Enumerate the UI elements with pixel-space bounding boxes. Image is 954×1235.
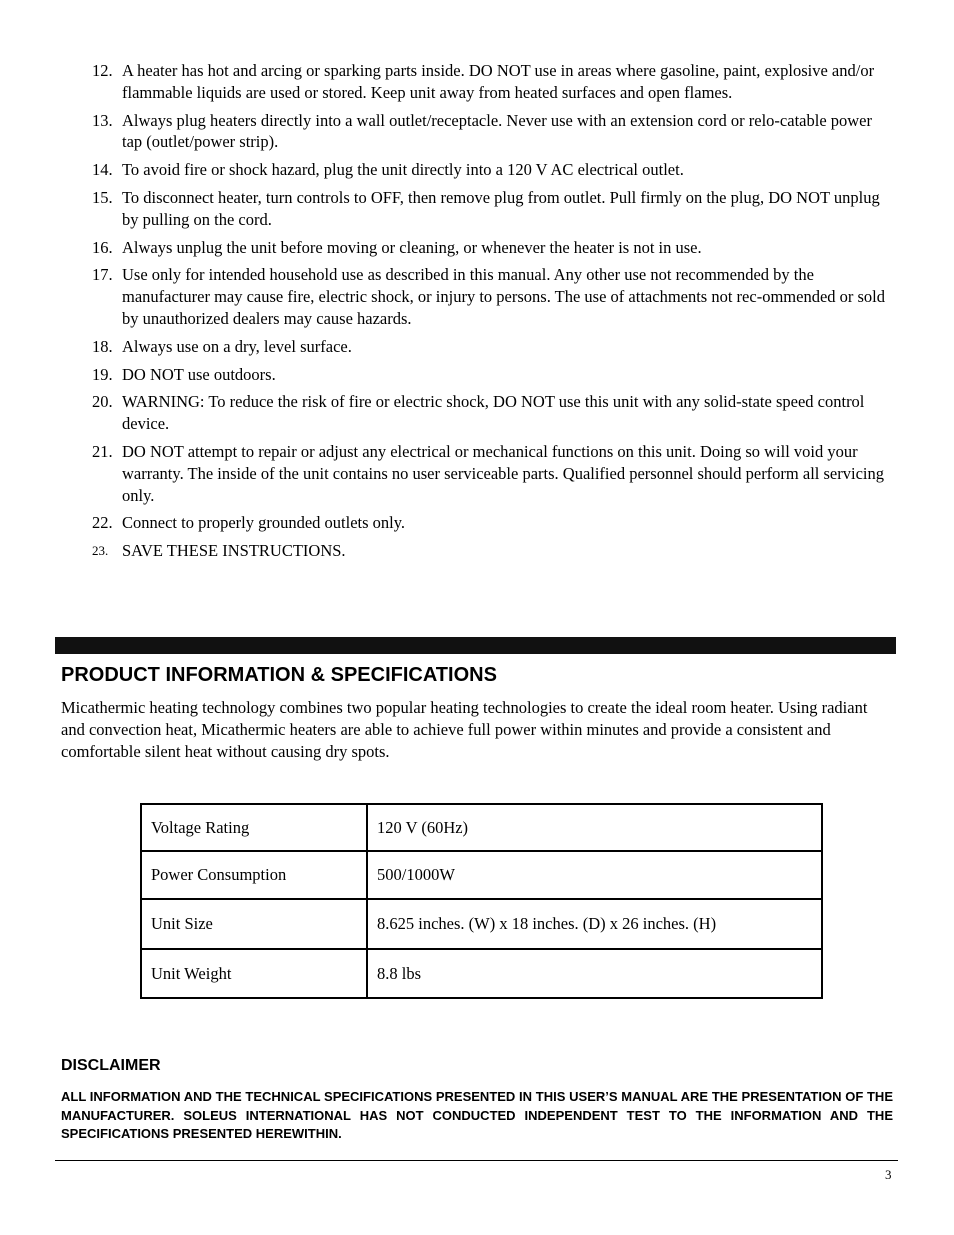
item-text: Always plug heaters directly into a wall outlet/receptacle. Never use with an extension cord or relo-catable power tap (outlet/power strip). bbox=[122, 110, 873, 152]
item-number: 23. bbox=[92, 543, 109, 559]
spec-value: 8.8 lbs bbox=[367, 949, 822, 998]
instruction-item bbox=[92, 540, 892, 562]
spec-label: Voltage Rating bbox=[141, 804, 367, 851]
disclaimer-text: ALL INFORMATION AND THE TECHNICAL SPECIFICATIONS PRESENTED IN THIS USER’S MANUAL ARE THE PRESENTATION OF THE MANUFACTURER. SOLEUS INTERNATIONAL HAS NOT CONDUCTED INDEPENDENT TEST TO THE INFORMATION AND THE SPECIFICATIONS PRESENTED HEREWITHIN. bbox=[61, 1089, 893, 1141]
specifications-table bbox=[140, 803, 823, 999]
item-text: Use only for intended household use as described in this manual. Any other use not recommended by the manufacturer may cause fire, electric shock, or injury to persons. The use of attachments not rec-ommended or sold by unauthorized dealers may cause hazards. bbox=[122, 265, 886, 328]
item-number: 22. bbox=[92, 513, 113, 533]
item-number: 21. bbox=[92, 441, 113, 461]
instruction-item bbox=[92, 60, 892, 104]
table-row bbox=[141, 804, 822, 851]
spec-value: 8.625 inches. (W) x 18 inches. (D) x 26 inches. (H) bbox=[367, 899, 822, 949]
section-divider-bar bbox=[55, 637, 896, 654]
spec-value: 120 V (60Hz) bbox=[367, 804, 822, 851]
item-number: 16. bbox=[92, 237, 113, 257]
table-row bbox=[141, 949, 822, 998]
item-number: 13. bbox=[92, 110, 113, 130]
item-text: A heater has hot and arcing or sparking parts inside. DO NOT use in areas where gasoline, paint, explosive and/or flammable liquids are used or stored. Keep unit away from heated surfaces and open flames. bbox=[122, 61, 875, 102]
spec-value: 500/1000W bbox=[367, 851, 822, 899]
item-text: To avoid fire or shock hazard, plug the unit directly into a 120 V AC electrical outlet. bbox=[122, 160, 684, 180]
disclaimer-heading: DISCLAIMER bbox=[61, 1057, 161, 1074]
instruction-item bbox=[92, 512, 892, 534]
item-number: 20. bbox=[92, 392, 113, 412]
instruction-item bbox=[92, 159, 892, 181]
item-number: 18. bbox=[92, 336, 113, 356]
item-text: WARNING: To reduce the risk of fire or electric shock, DO NOT use this unit with any solid-state speed control device. bbox=[122, 392, 865, 434]
instruction-item bbox=[92, 110, 892, 154]
item-number: 19. bbox=[92, 364, 113, 384]
item-text: To disconnect heater, turn controls to OFF, then remove plug from outlet. Pull firmly on the plug, DO NOT unplug by pulling on the cord. bbox=[122, 187, 880, 229]
instruction-item bbox=[92, 364, 892, 386]
instruction-item bbox=[92, 237, 892, 259]
spec-label: Power Consumption bbox=[141, 851, 367, 899]
spec-label: Unit Size bbox=[141, 899, 367, 949]
item-text: Connect to properly grounded outlets only. bbox=[122, 513, 406, 533]
safety-instructions-list bbox=[92, 60, 892, 568]
instruction-item bbox=[92, 264, 892, 329]
item-number: 12. bbox=[92, 61, 113, 80]
table-row bbox=[141, 851, 822, 899]
item-text: Always use on a dry, level surface. bbox=[122, 336, 352, 356]
page-number: 3 bbox=[885, 1167, 892, 1182]
item-text: Always unplug the unit before moving or cleaning, or whenever the heater is not in use. bbox=[122, 237, 702, 257]
instruction-item bbox=[92, 441, 892, 506]
instruction-item bbox=[92, 391, 892, 435]
item-number: 15. bbox=[92, 187, 113, 207]
footer-rule bbox=[55, 1160, 898, 1161]
instruction-item bbox=[92, 336, 892, 358]
item-text: DO NOT use outdoors. bbox=[122, 364, 276, 384]
item-number: 14. bbox=[92, 160, 113, 180]
item-text: SAVE THESE INSTRUCTIONS. bbox=[122, 541, 346, 561]
instruction-item bbox=[92, 187, 892, 231]
item-text: DO NOT attempt to repair or adjust any electrical or mechanical functions on this unit. Doing so will void your warranty. The inside of the unit contains no user serviceable parts. Qualified personnel should perform all servicing only. bbox=[122, 441, 884, 505]
table-row bbox=[141, 899, 822, 949]
product-intro-paragraph: Micathermic heating technology combines two popular heating technologies to create the ideal room heater. Using radiant and convection heat, Micathermic heaters are able to achieve full power within minutes and provide a consistent and comfortable silent heat without causing dry spots. bbox=[61, 698, 868, 761]
item-number: 17. bbox=[92, 265, 113, 285]
spec-label: Unit Weight bbox=[141, 949, 367, 998]
section-heading: PRODUCT INFORMATION & SPECIFICATIONS bbox=[61, 664, 497, 686]
